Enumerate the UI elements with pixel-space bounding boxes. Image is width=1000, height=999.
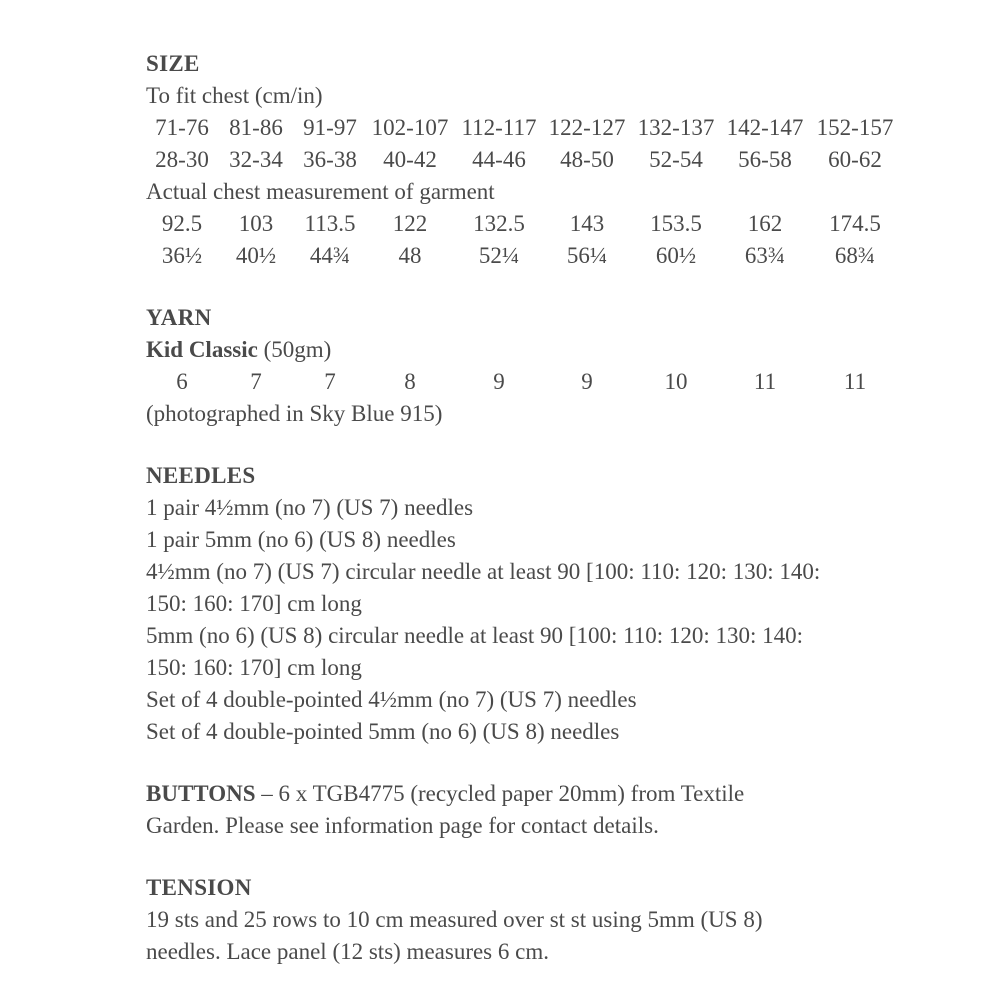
actual-cm-value: 103 — [238, 211, 274, 236]
actual-in-value: 68¾ — [834, 243, 876, 268]
yarn-note: (photographed in Sky Blue 915) — [146, 401, 443, 426]
size-in-value: 32-34 — [229, 147, 283, 172]
needles-line: 4½mm (no 7) (US 7) circular needle at least 90 [100: 110: 120: 130: 140: — [146, 559, 821, 584]
yarn-quantity: 11 — [753, 369, 777, 394]
size-cm-value: 71-76 — [155, 115, 209, 140]
size-in-value: 36-38 — [303, 147, 357, 172]
actual-in-value: 40½ — [235, 243, 277, 268]
needles-heading: NEEDLES — [146, 463, 256, 488]
yarn-quantity: 6 — [176, 369, 188, 394]
actual-cm-value: 122 — [392, 211, 428, 236]
to-fit-label: To fit chest (cm/in) — [146, 83, 323, 108]
actual-in-value: 36½ — [161, 243, 203, 268]
tension-line: needles. Lace panel (12 sts) measures 6 cm. — [146, 939, 549, 964]
needles-line: 1 pair 5mm (no 6) (US 8) needles — [146, 527, 456, 552]
yarn-quantity: 11 — [843, 369, 867, 394]
size-in-value: 56-58 — [738, 147, 792, 172]
yarn-name-line — [146, 334, 966, 366]
actual-in-value: 44¾ — [309, 243, 351, 268]
size-in-value: 44-46 — [472, 147, 526, 172]
actual-in-value: 63¾ — [744, 243, 786, 268]
actual-in-value: 52¼ — [478, 243, 520, 268]
yarn-quantity-row — [146, 366, 966, 398]
actual-cm-row — [146, 208, 966, 240]
yarn-name: Kid Classic — [146, 337, 258, 362]
size-cm-value: 91-97 — [303, 115, 357, 140]
tension-line: 19 sts and 25 rows to 10 cm measured over st st using 5mm (US 8) — [146, 907, 763, 932]
size-heading: SIZE — [146, 51, 200, 76]
size-in-value: 52-54 — [649, 147, 703, 172]
size-cm-value: 142-147 — [726, 115, 804, 140]
needles-line: Set of 4 double-pointed 4½mm (no 7) (US 7) needles — [146, 687, 637, 712]
pattern-page — [146, 48, 966, 968]
size-cm-value: 102-107 — [371, 115, 449, 140]
size-in-value: 60-62 — [828, 147, 882, 172]
actual-cm-value: 153.5 — [650, 211, 702, 236]
yarn-heading: YARN — [146, 305, 212, 330]
actual-measurement-label: Actual chest measurement of garment — [146, 179, 495, 204]
actual-in-value: 48 — [398, 243, 422, 268]
needles-line: 1 pair 4½mm (no 7) (US 7) needles — [146, 495, 474, 520]
buttons-line-2: Garden. Please see information page for contact details. — [146, 813, 659, 838]
tension-heading: TENSION — [146, 875, 252, 900]
buttons-heading: BUTTONS — [146, 781, 256, 806]
size-cm-value: 152-157 — [816, 115, 894, 140]
needles-line: 150: 160: 170] cm long — [146, 591, 362, 616]
size-cm-value: 122-127 — [548, 115, 626, 140]
yarn-weight: (50gm) — [263, 337, 332, 362]
size-in-row — [146, 144, 966, 176]
buttons-detail: – 6 x TGB4775 (recycled paper 20mm) from Textile — [255, 781, 745, 806]
needles-line: Set of 4 double-pointed 5mm (no 6) (US 8) needles — [146, 719, 620, 744]
size-cm-value: 81-86 — [229, 115, 283, 140]
size-cm-row — [146, 112, 966, 144]
actual-cm-value: 132.5 — [473, 211, 525, 236]
yarn-quantity: 7 — [324, 369, 336, 394]
size-cm-value: 132-137 — [637, 115, 715, 140]
actual-in-value: 60½ — [655, 243, 697, 268]
size-in-value: 28-30 — [155, 147, 209, 172]
yarn-quantity: 9 — [493, 369, 505, 394]
yarn-quantity: 9 — [581, 369, 593, 394]
yarn-quantity: 7 — [250, 369, 262, 394]
actual-cm-value: 162 — [747, 211, 783, 236]
buttons-line-1 — [146, 778, 966, 810]
actual-cm-value: 113.5 — [304, 211, 356, 236]
needles-line: 150: 160: 170] cm long — [146, 655, 362, 680]
size-in-value: 40-42 — [383, 147, 437, 172]
yarn-quantity: 10 — [664, 369, 688, 394]
actual-cm-value: 143 — [569, 211, 605, 236]
yarn-quantity: 8 — [404, 369, 416, 394]
needles-line: 5mm (no 6) (US 8) circular needle at least 90 [100: 110: 120: 130: 140: — [146, 623, 804, 648]
actual-cm-value: 174.5 — [829, 211, 881, 236]
size-in-value: 48-50 — [560, 147, 614, 172]
actual-in-row — [146, 240, 966, 272]
actual-cm-value: 92.5 — [161, 211, 203, 236]
size-cm-value: 112-117 — [461, 115, 537, 140]
actual-in-value: 56¼ — [566, 243, 608, 268]
